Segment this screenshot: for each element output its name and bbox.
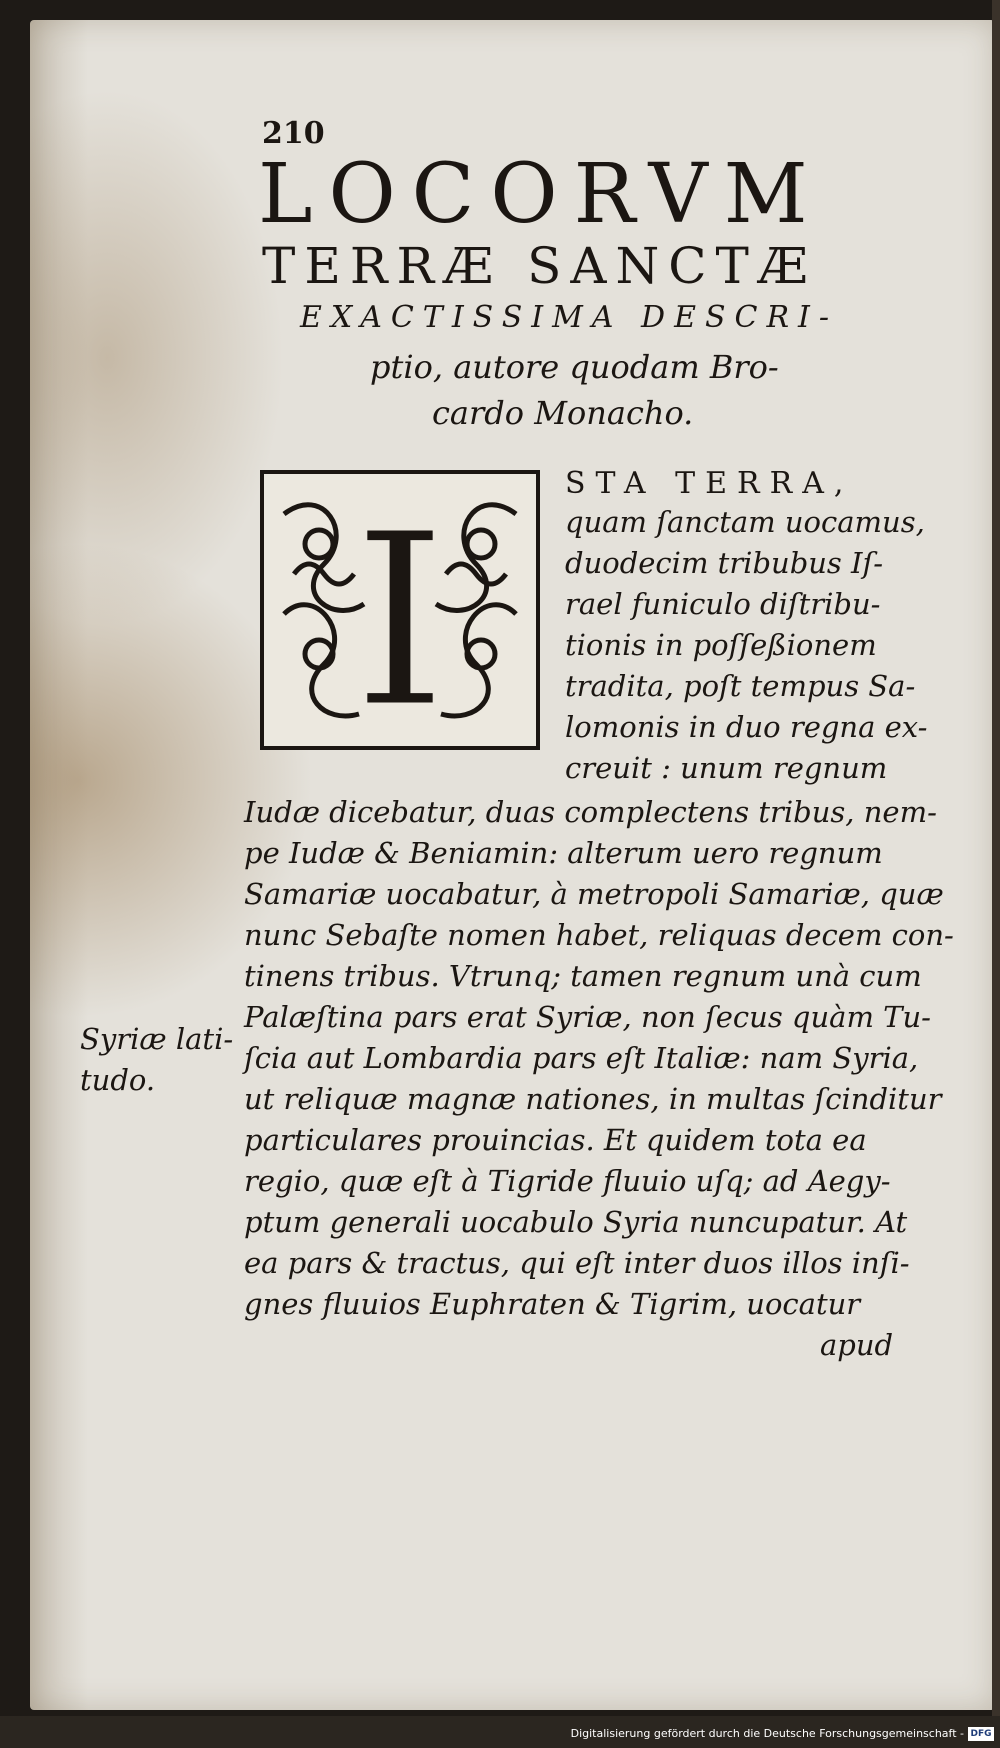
body-line: Samariæ uocabatur, à metropoli Samariæ, quæ: [244, 877, 944, 911]
footer-bar: [0, 1716, 1000, 1748]
body-line: Palæſtina pars erat Syriæ, non ſecus quàm Tu-: [244, 1000, 931, 1034]
body-line: quam ſanctam uocamus,: [565, 505, 925, 539]
body-line: tradita, poſt tempus Sa-: [565, 669, 916, 703]
body-line: creuit : unum regnum: [565, 751, 888, 785]
body-line: lomonis in duo regna ex-: [565, 710, 928, 744]
title-line-5: cardo Monacho.: [432, 394, 694, 432]
scan-edge: [992, 0, 1000, 1748]
dfg-logo: DFG: [968, 1727, 994, 1741]
ornamental-initial-i-icon: [264, 474, 536, 746]
body-line: rael funiculo diſtribu-: [565, 587, 881, 621]
margin-note-line-2: tudo.: [80, 1063, 156, 1097]
decorated-initial: [260, 470, 540, 750]
catchword: apud: [820, 1328, 894, 1362]
body-line: duodecim tribubus Iſ-: [565, 546, 884, 580]
footer-credit: Digitalisierung gefördert durch die Deutsche Forschungsgemeinschaft -: [570, 1727, 964, 1740]
body-line: particulares prouincias. Et quidem tota ea: [244, 1123, 867, 1157]
body-line: tinens tribus. Vtrunq; tamen regnum unà cum: [244, 959, 922, 993]
body-line: ſcia aut Lombardia pars eſt Italiæ: nam Syria,: [244, 1041, 919, 1075]
body-line: nunc Sebaſte nomen habet, reliquas decem con-: [244, 918, 954, 952]
body-line: ut reliquæ magnæ nationes, in multas ſcinditur: [244, 1082, 942, 1116]
initial-letter: I: [352, 481, 448, 746]
page-number: 210: [262, 116, 325, 151]
title-line-4: ptio, autore quodam Bro-: [370, 348, 779, 386]
body-line: regio, quæ eſt à Tigride fluuio uſq; ad Aegy-: [244, 1164, 891, 1198]
title-line-2: TERRÆ SANCTÆ: [262, 237, 817, 295]
body-line: gnes fluuios Euphraten & Tigrim, uocatur: [244, 1287, 861, 1321]
title-line-1: LOCORVM: [258, 147, 824, 242]
title-line-3: EXACTISSIMA DESCRI-: [300, 300, 839, 335]
body-line: tionis in poſſeßionem: [565, 628, 877, 662]
body-line: ptum generali uocabulo Syria nuncupatur. At: [244, 1205, 908, 1239]
body-line: Iudæ dicebatur, duas complectens tribus, nem-: [244, 795, 937, 829]
margin-note-line-1: Syriæ lati-: [80, 1022, 234, 1056]
body-line: pe Iudæ & Beniamin: alterum uero regnum: [244, 836, 883, 870]
body-line: ea pars & tractus, qui eſt inter duos illos inſi-: [244, 1246, 910, 1280]
first-word: STA TERRA,: [565, 466, 854, 501]
